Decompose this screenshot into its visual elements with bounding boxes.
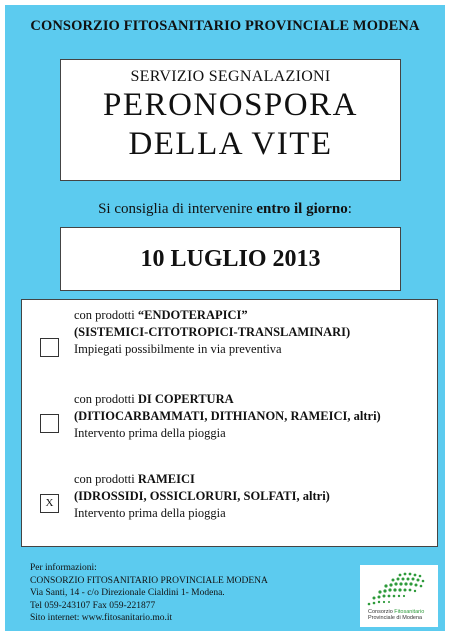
footer-address: Via Santi, 14 - c/o Direzionale Cialdini 1- Modena. bbox=[30, 588, 225, 599]
option-1-checkbox[interactable] bbox=[40, 338, 59, 357]
advice-suffix: : bbox=[347, 201, 352, 217]
logo-text-consorzio: Consorzio bbox=[368, 609, 395, 615]
footer-phone: Tel 059-243107 Fax 059-221877 bbox=[30, 600, 156, 611]
option-3-checkbox[interactable]: X bbox=[40, 494, 59, 513]
option-3-intro: con prodotti bbox=[74, 472, 138, 486]
title-line-2: DELLA VITE bbox=[128, 126, 333, 162]
advice-prefix: Si consiglia di intervenire bbox=[98, 201, 257, 217]
title-line-1: PERONOSPORA bbox=[103, 87, 358, 123]
option-1-product: “ENDOTERAPICI” bbox=[137, 308, 248, 322]
option-2-product: DI COPERTURA bbox=[137, 392, 234, 406]
option-2 bbox=[74, 391, 381, 442]
footer-website[interactable]: Sito internet: www.fitosanitario.mo.it bbox=[30, 613, 173, 624]
option-3 bbox=[74, 471, 330, 522]
intervention-date: 10 LUGLIO 2013 bbox=[140, 246, 321, 272]
footer-info-label: Per informazioni: bbox=[30, 563, 97, 573]
option-2-detail: (DITIOCARBAMMATI, DITHIANON, RAMEICI, altri) bbox=[74, 409, 381, 423]
logo-text bbox=[368, 609, 424, 621]
option-2-note: Intervento prima della pioggia bbox=[74, 426, 226, 440]
footer-org: CONSORZIO FITOSANITARIO PROVINCIALE MODENA bbox=[30, 575, 268, 586]
option-1 bbox=[74, 307, 350, 358]
advice-emphasis: entro il giorno bbox=[256, 201, 348, 217]
logo-text-fitosanitario: Fitosanitario bbox=[394, 609, 425, 615]
option-2-intro: con prodotti bbox=[74, 392, 138, 406]
option-3-product: RAMEICI bbox=[137, 472, 195, 486]
poster-background bbox=[5, 5, 445, 631]
advice-text bbox=[5, 201, 445, 218]
organization-header: CONSORZIO FITOSANITARIO PROVINCIALE MODENA bbox=[30, 18, 420, 34]
option-3-detail: (IDROSSIDI, OSSICLORURI, SOLFATI, altri) bbox=[74, 489, 330, 503]
option-1-intro: con prodotti bbox=[74, 308, 138, 322]
title-box bbox=[60, 59, 401, 181]
option-2-checkbox[interactable] bbox=[40, 414, 59, 433]
footer-contact bbox=[30, 562, 268, 625]
date-box bbox=[60, 227, 401, 291]
option-3-note: Intervento prima della pioggia bbox=[74, 506, 226, 520]
logo-text-provincial: Provinciale di Modena bbox=[368, 615, 423, 621]
option-1-note: Impiegati possibilmente in via preventiva bbox=[74, 342, 282, 356]
options-box bbox=[21, 299, 438, 547]
leaf-logo-icon bbox=[360, 565, 438, 609]
consortium-logo bbox=[360, 565, 438, 627]
option-1-detail: (SISTEMICI-CITOTROPICI-TRANSLAMINARI) bbox=[74, 325, 351, 339]
service-subtitle: SERVIZIO SEGNALAZIONI bbox=[130, 68, 331, 85]
